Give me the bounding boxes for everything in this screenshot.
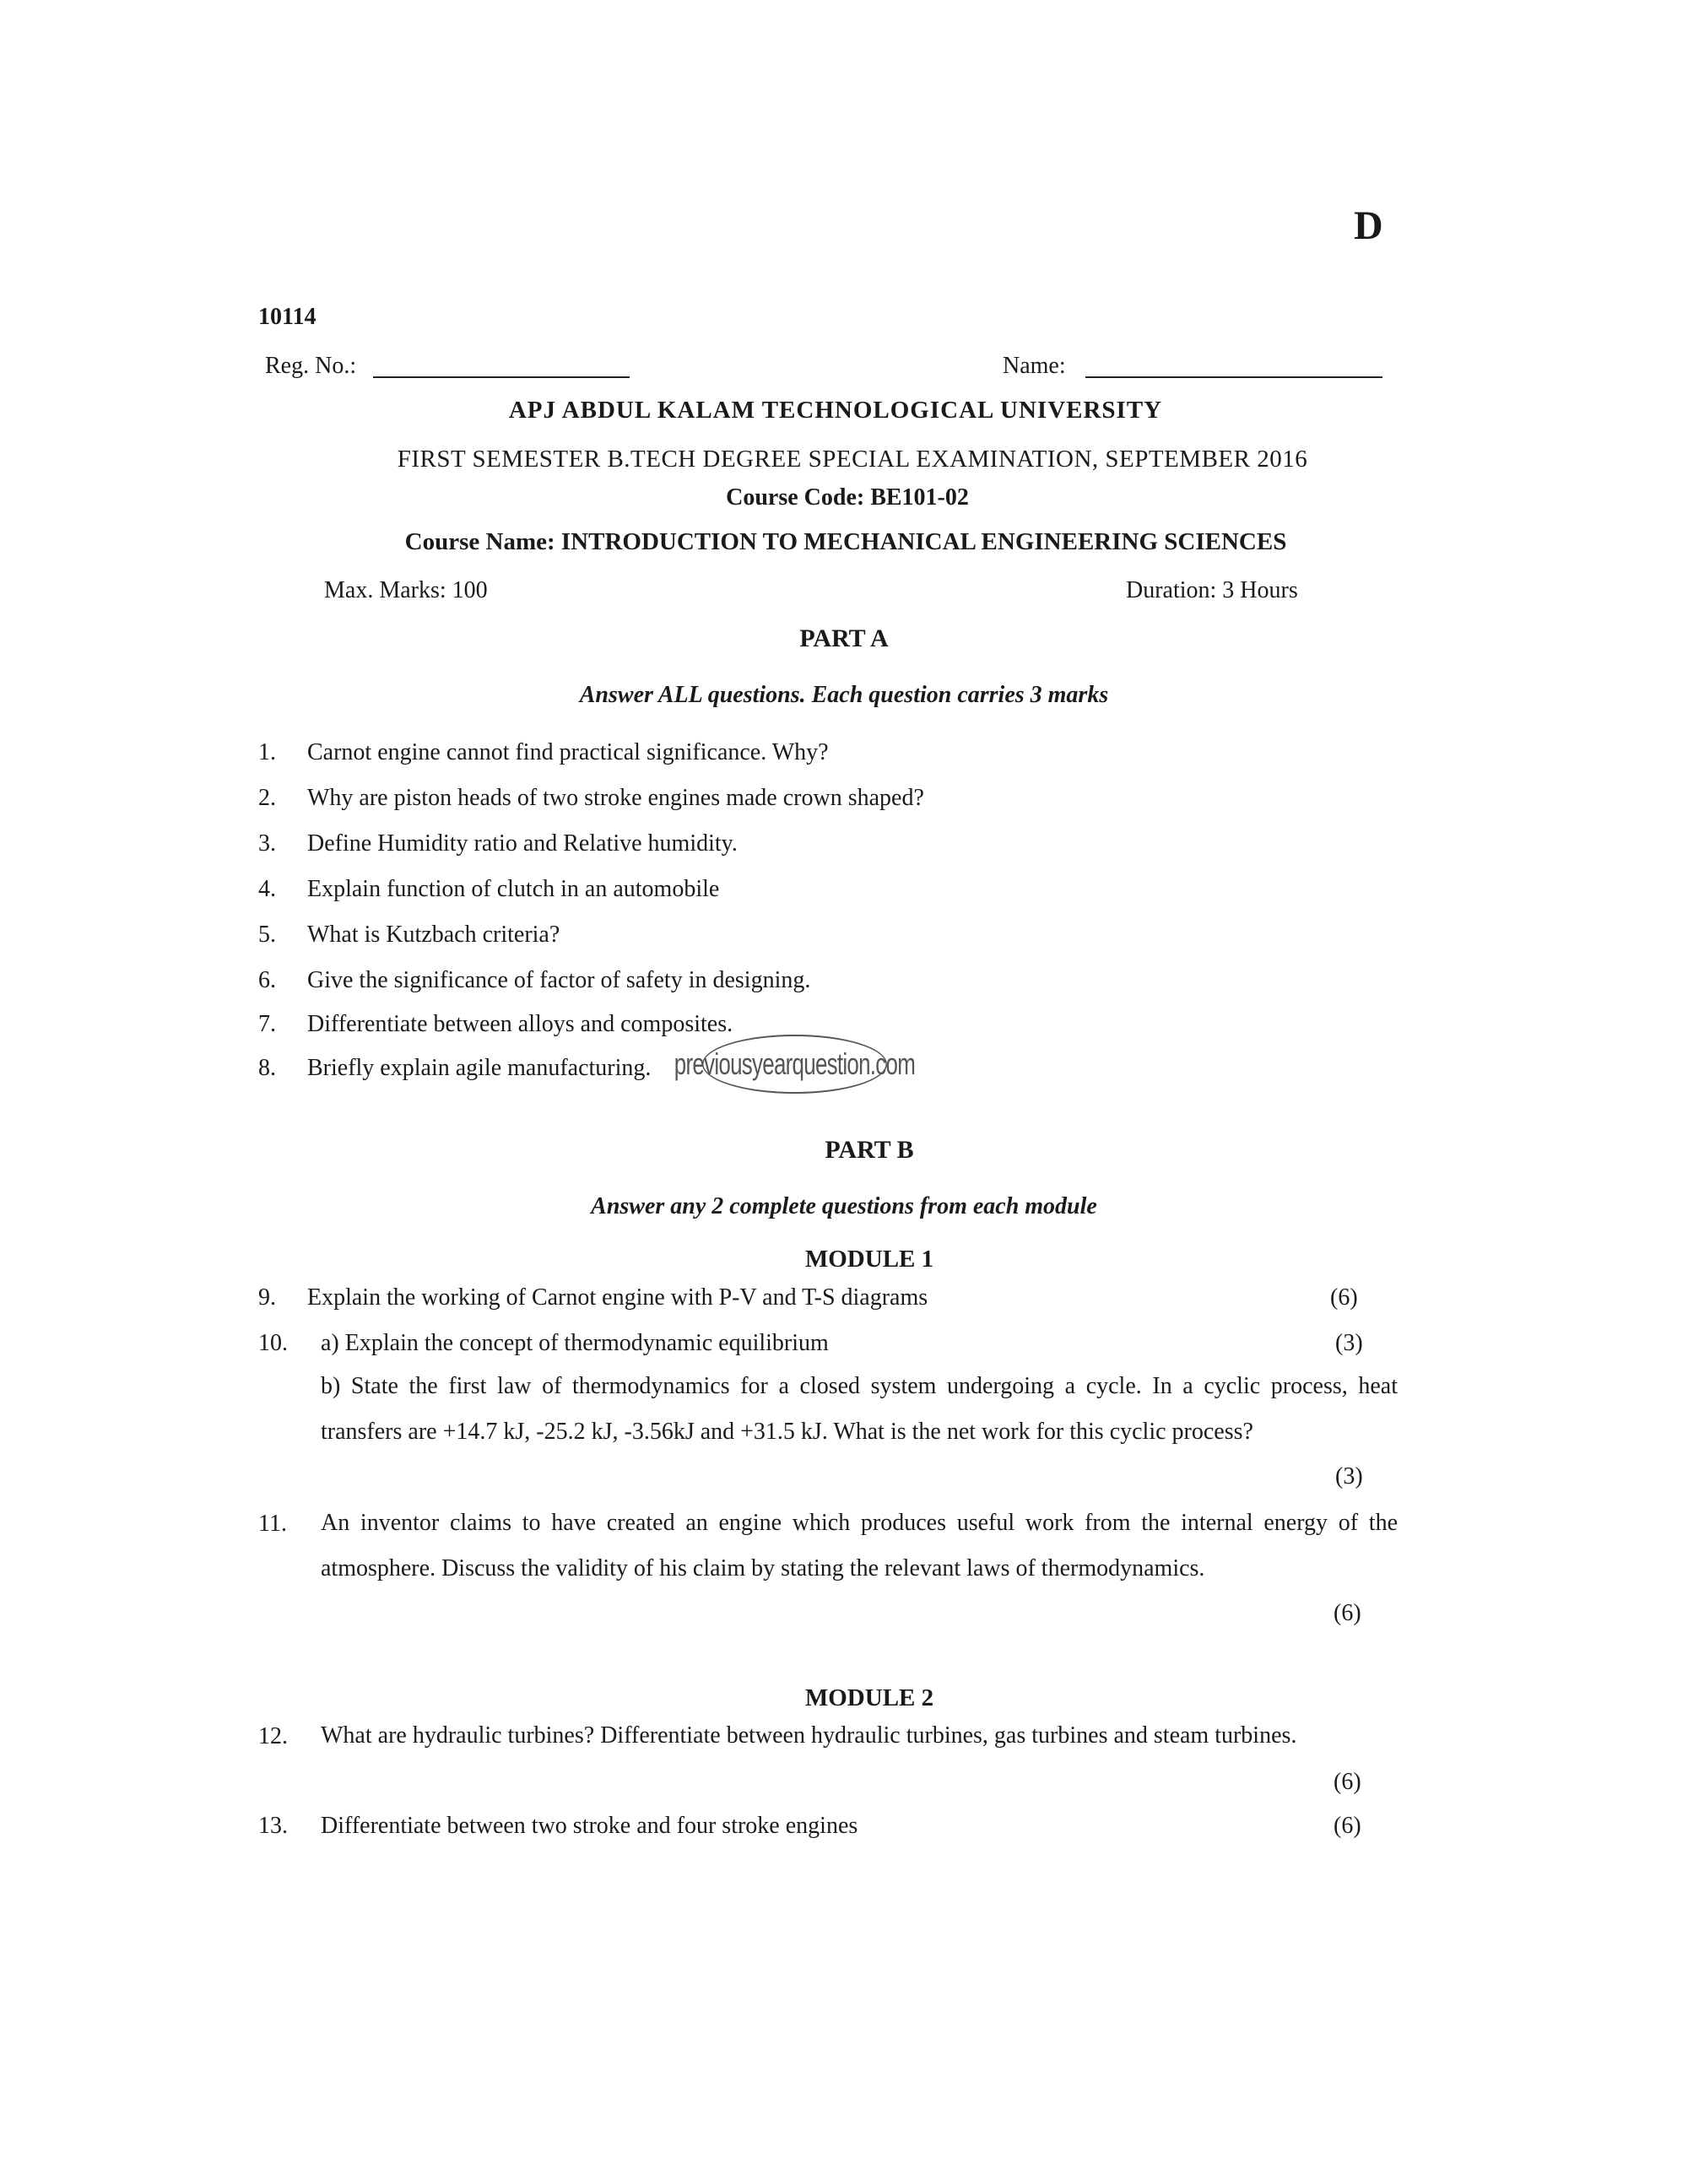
question-subpart-text: a) Explain the concept of thermodynamic equilibrium [321, 1330, 829, 1356]
question-text: An inventor claims to have created an engine which produces useful work from the internal energy of the atmosphere. Discuss the validity of his claim by stating the relevant laws of thermodynamics. [321, 1510, 1398, 1581]
question-text: Why are piston heads of two stroke engines made crown shaped? [307, 785, 924, 811]
part-a-instruction: Answer ALL questions. Each question carries 3 marks [579, 682, 1109, 708]
question-text: What is Kutzbach criteria? [307, 922, 560, 948]
name-label: Name: [1003, 353, 1066, 379]
question-number: 11. [258, 1511, 287, 1537]
question-marks: (6) [1334, 1769, 1361, 1795]
part-a-heading: PART A [799, 624, 889, 652]
exam-title: FIRST SEMESTER B.TECH DEGREE SPECIAL EXAMINATION, SEPTEMBER 2016 [397, 446, 1308, 473]
module-2-heading: MODULE 2 [804, 1684, 934, 1711]
question-text: Define Humidity ratio and Relative humidity. [307, 830, 738, 857]
question-number: 3. [258, 830, 276, 857]
question-text: Differentiate between two stroke and four stroke engines [321, 1813, 858, 1839]
reg-no-label: Reg. No.: [265, 353, 357, 379]
question-number: 12. [258, 1723, 288, 1749]
question-marks: (6) [1330, 1284, 1358, 1311]
course-code: Course Code: BE101-02 [726, 484, 969, 511]
university-title: APJ ABDUL KALAM TECHNOLOGICAL UNIVERSITY [508, 397, 1163, 424]
duration: Duration: 3 Hours [1126, 577, 1298, 603]
part-b-instruction: Answer any 2 complete questions from each module [591, 1193, 1097, 1219]
question-number: 7. [258, 1011, 276, 1037]
question-number: 9. [258, 1284, 276, 1311]
question-text: Differentiate between alloys and composites. [307, 1011, 733, 1037]
question-number: 8. [258, 1055, 276, 1081]
question-marks: (6) [1334, 1813, 1361, 1839]
question-number: 10. [258, 1330, 288, 1356]
module-1-heading: MODULE 1 [804, 1246, 934, 1273]
part-b-heading: PART B [825, 1136, 914, 1164]
question-number: 6. [258, 967, 276, 993]
question-number: 5. [258, 922, 276, 948]
course-name: Course Name: INTRODUCTION TO MECHANICAL ENGINEERING SCIENCES [404, 528, 1287, 555]
watermark-stamp: previousyearquestion.com [702, 1035, 887, 1094]
question-marks: (3) [1335, 1330, 1363, 1356]
question-number: 4. [258, 876, 276, 902]
question-number: 2. [258, 785, 276, 811]
question-text: Give the significance of factor of safety in designing. [307, 967, 811, 993]
question-number: 13. [258, 1813, 288, 1839]
question-marks: (6) [1334, 1600, 1361, 1626]
question-text: Carnot engine cannot find practical significance. Why? [307, 739, 829, 765]
question-text: What are hydraulic turbines? Differentiate between hydraulic turbines, gas turbines and steam turbines. [321, 1722, 1297, 1749]
name-line [1085, 376, 1382, 378]
question-text: Briefly explain agile manufacturing. [307, 1055, 652, 1081]
question-marks: (3) [1335, 1463, 1363, 1489]
question-text: Explain function of clutch in an automobile [307, 876, 720, 902]
paper-code: 10114 [258, 304, 316, 330]
question-text: Explain the working of Carnot engine with P-V and T-S diagrams [307, 1284, 928, 1311]
question-number: 1. [258, 739, 276, 765]
max-marks: Max. Marks: 100 [324, 577, 488, 603]
reg-no-line [373, 376, 630, 378]
question-subpart-text: b) State the first law of thermodynamics for a closed system undergoing a cycle. In a cyclic process, heat transfers are +14.7 kJ, -25.2 kJ, -3.56kJ and +31.5 kJ. What is the net work for this cyclic process? [321, 1373, 1398, 1445]
set-letter: D [1354, 203, 1383, 248]
